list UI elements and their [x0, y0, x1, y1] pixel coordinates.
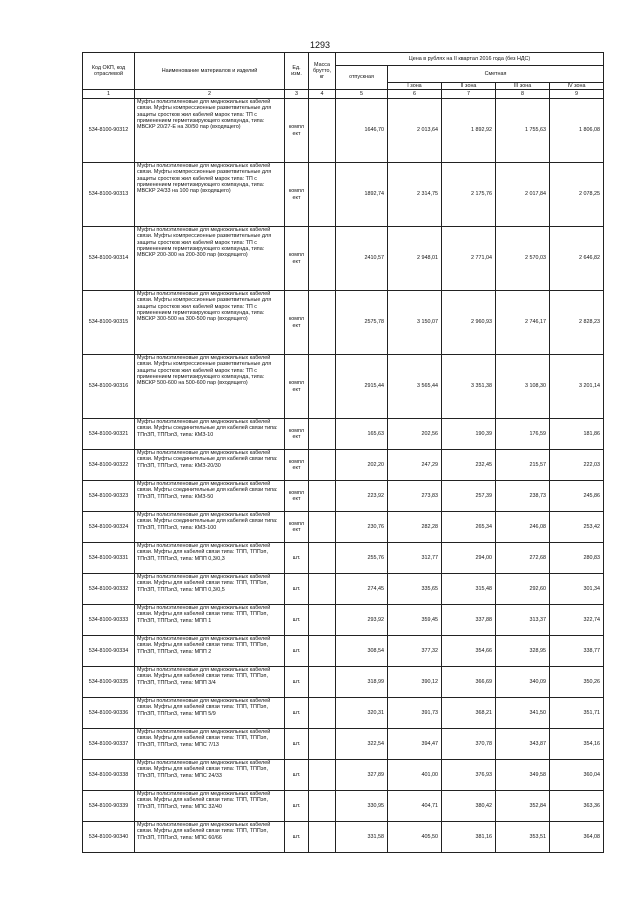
- column-number: 3: [285, 90, 309, 99]
- row-unit: компл ект: [285, 291, 309, 355]
- row-mass: [309, 419, 336, 450]
- row-mass: [309, 450, 336, 481]
- row-code: 534-8100-90321: [83, 419, 135, 450]
- row-mass: [309, 543, 336, 574]
- row-code: 534-8100-90340: [83, 822, 135, 853]
- row-zone-1: 391,73: [388, 698, 442, 729]
- row-price: 308,54: [336, 636, 388, 667]
- row-name: Муфты полиэтиленовые для медножильных кабелей связи. Муфты для кабелей связи типа: ТПП, ТППэп, ТПпЗП, ТППэпЗ, типа: МПП 1: [135, 605, 285, 636]
- row-zone-1: 404,71: [388, 791, 442, 822]
- row-unit: шт.: [285, 667, 309, 698]
- row-code: 534-8100-90322: [83, 450, 135, 481]
- column-number: 9: [550, 90, 604, 99]
- header-zone-3: III зона: [496, 82, 550, 89]
- row-name: Муфты полиэтиленовые для медножильных кабелей связи. Муфты для кабелей связи типа: ТПП, ТППэп, ТПпЗП, ТППэпЗ, типа: МПП 3/4: [135, 667, 285, 698]
- row-unit: шт.: [285, 698, 309, 729]
- row-unit: шт.: [285, 574, 309, 605]
- row-zone-3: 292,60: [496, 574, 550, 605]
- row-zone-1: 390,12: [388, 667, 442, 698]
- row-price: 202,20: [336, 450, 388, 481]
- row-mass: [309, 636, 336, 667]
- row-zone-4: 222,03: [550, 450, 604, 481]
- table-row: [83, 99, 604, 163]
- header-unit: Ед. изм.: [285, 53, 309, 90]
- row-price: 165,63: [336, 419, 388, 450]
- row-zone-2: 190,39: [442, 419, 496, 450]
- table-row: [83, 667, 604, 698]
- table-body: [83, 99, 604, 853]
- row-name: Муфты полиэтиленовые для медножильных кабелей связи. Муфты компрессионные разветвительные для защиты сростков жил кабелей марок типа: ТП с применением герметизирующего компаунда, типа: МВСКР 24/33 на 100 пар (входящего): [135, 163, 285, 227]
- row-code: 534-8100-90313: [83, 163, 135, 227]
- header-zone-2: II зона: [442, 82, 496, 89]
- row-zone-2: 2 771,04: [442, 227, 496, 291]
- row-zone-2: 381,16: [442, 822, 496, 853]
- row-unit: компл ект: [285, 99, 309, 163]
- row-zone-4: 2 828,23: [550, 291, 604, 355]
- row-zone-3: 343,87: [496, 729, 550, 760]
- row-unit: компл ект: [285, 481, 309, 512]
- row-zone-1: 202,56: [388, 419, 442, 450]
- row-name: Муфты полиэтиленовые для медножильных кабелей связи. Муфты для кабелей связи типа: ТПП, ТППэп, ТПпЗП, ТППэпЗ, типа: МПП 0,3/0,5: [135, 574, 285, 605]
- row-zone-2: 315,48: [442, 574, 496, 605]
- table-row: [83, 760, 604, 791]
- row-code: 534-8100-90336: [83, 698, 135, 729]
- header-name: Наименование материалов и изделий: [135, 53, 285, 90]
- row-unit: компл ект: [285, 227, 309, 291]
- page-number: 1293: [309, 40, 331, 50]
- row-price: 2575,78: [336, 291, 388, 355]
- row-zone-3: 2 017,84: [496, 163, 550, 227]
- row-zone-2: 368,21: [442, 698, 496, 729]
- row-price: 322,54: [336, 729, 388, 760]
- row-zone-1: 3 565,44: [388, 355, 442, 419]
- column-number: 4: [309, 90, 336, 99]
- table-row: [83, 729, 604, 760]
- row-zone-2: 1 892,92: [442, 99, 496, 163]
- row-price: 293,92: [336, 605, 388, 636]
- row-zone-3: 246,08: [496, 512, 550, 543]
- row-zone-1: 2 314,75: [388, 163, 442, 227]
- row-name: Муфты полиэтиленовые для медножильных кабелей связи. Муфты для кабелей связи типа: ТПП, ТППэп, ТПпЗП, ТППэпЗ, типа: МПП 2: [135, 636, 285, 667]
- row-unit: шт.: [285, 822, 309, 853]
- row-zone-4: 3 201,14: [550, 355, 604, 419]
- table-row: [83, 636, 604, 667]
- row-code: 534-8100-90331: [83, 543, 135, 574]
- row-zone-1: 312,77: [388, 543, 442, 574]
- row-code: 534-8100-90338: [83, 760, 135, 791]
- row-zone-2: 2 175,76: [442, 163, 496, 227]
- row-zone-3: 313,37: [496, 605, 550, 636]
- row-zone-2: 354,66: [442, 636, 496, 667]
- row-price: 223,92: [336, 481, 388, 512]
- row-zone-3: 328,95: [496, 636, 550, 667]
- column-number: 7: [442, 90, 496, 99]
- row-price: 2410,57: [336, 227, 388, 291]
- row-code: 534-8100-90312: [83, 99, 135, 163]
- table-row: [83, 698, 604, 729]
- table-row: [83, 227, 604, 291]
- row-price: 230,76: [336, 512, 388, 543]
- row-zone-1: 401,00: [388, 760, 442, 791]
- row-mass: [309, 355, 336, 419]
- row-zone-2: 2 960,93: [442, 291, 496, 355]
- row-name: Муфты полиэтиленовые для медножильных кабелей связи. Муфты соединительные для кабелей связи типа: ТПпЗП, ТППэпЗ, типа: КМЗ-50: [135, 481, 285, 512]
- row-zone-1: 377,32: [388, 636, 442, 667]
- row-zone-2: 366,69: [442, 667, 496, 698]
- row-code: 534-8100-90314: [83, 227, 135, 291]
- row-unit: шт.: [285, 729, 309, 760]
- row-mass: [309, 760, 336, 791]
- row-name: Муфты полиэтиленовые для медножильных кабелей связи. Муфты для кабелей связи типа: ТПП, ТППэп, ТПпЗП, ТППэпЗ, типа: МПС 32/40: [135, 791, 285, 822]
- row-unit: шт.: [285, 543, 309, 574]
- row-zone-2: 257,39: [442, 481, 496, 512]
- row-price: 327,89: [336, 760, 388, 791]
- row-name: Муфты полиэтиленовые для медножильных кабелей связи. Муфты для кабелей связи типа: ТПП, ТППэп, ТПпЗП, ТППэпЗ, типа: МПС 7/13: [135, 729, 285, 760]
- row-zone-1: 247,29: [388, 450, 442, 481]
- row-zone-1: 335,65: [388, 574, 442, 605]
- table-row: [83, 605, 604, 636]
- row-zone-1: 2 948,01: [388, 227, 442, 291]
- header-zone-1: I зона: [388, 82, 442, 89]
- row-code: 534-8100-90332: [83, 574, 135, 605]
- row-price: 320,31: [336, 698, 388, 729]
- row-unit: шт.: [285, 636, 309, 667]
- row-zone-4: 2 078,25: [550, 163, 604, 227]
- row-zone-4: 351,71: [550, 698, 604, 729]
- table-row: [83, 419, 604, 450]
- row-name: Муфты полиэтиленовые для медножильных кабелей связи. Муфты компрессионные разветвительные для защиты сростков жил кабелей марок типа: ТП с применением герметизирующего компаунда, типа: МВСКР 200-300 на 200-300 пар (входящего): [135, 227, 285, 291]
- row-zone-4: 253,42: [550, 512, 604, 543]
- row-code: 534-8100-90333: [83, 605, 135, 636]
- row-unit: компл ект: [285, 163, 309, 227]
- row-zone-4: 350,26: [550, 667, 604, 698]
- column-number: 8: [496, 90, 550, 99]
- row-name: Муфты полиэтиленовые для медножильных кабелей связи. Муфты соединительные для кабелей связи типа: ТПпЗП, ТППэпЗ, типа: КМЗ-100: [135, 512, 285, 543]
- row-zone-3: 238,73: [496, 481, 550, 512]
- header-code: Код ОКП, код отраслевой: [83, 53, 135, 90]
- row-price: 318,99: [336, 667, 388, 698]
- row-price: 274,45: [336, 574, 388, 605]
- price-table: [82, 52, 604, 853]
- row-code: 534-8100-90337: [83, 729, 135, 760]
- row-mass: [309, 729, 336, 760]
- row-zone-2: 294,00: [442, 543, 496, 574]
- row-code: 534-8100-90334: [83, 636, 135, 667]
- table-row: [83, 163, 604, 227]
- row-code: 534-8100-90323: [83, 481, 135, 512]
- row-zone-3: 349,58: [496, 760, 550, 791]
- row-code: 534-8100-90315: [83, 291, 135, 355]
- row-zone-3: 2 570,03: [496, 227, 550, 291]
- header-wholesale: отпускная: [336, 66, 388, 90]
- row-zone-2: 376,93: [442, 760, 496, 791]
- row-mass: [309, 574, 336, 605]
- header-estimate: Сметная: [388, 66, 604, 83]
- row-mass: [309, 512, 336, 543]
- row-mass: [309, 99, 336, 163]
- row-zone-2: 337,88: [442, 605, 496, 636]
- row-name: Муфты полиэтиленовые для медножильных кабелей связи. Муфты для кабелей связи типа: ТПП, ТППэп, ТПпЗП, ТППэпЗ, типа: МПС 24/33: [135, 760, 285, 791]
- row-zone-1: 394,47: [388, 729, 442, 760]
- row-zone-1: 359,45: [388, 605, 442, 636]
- row-mass: [309, 791, 336, 822]
- row-name: Муфты полиэтиленовые для медножильных кабелей связи. Муфты компрессионные разветвительные для защиты сростков жил кабелей марок типа: ТП с применением герметизирующего компаунда, типа: МВСКР 20/27-Е на 30/50 пар (входящего): [135, 99, 285, 163]
- row-zone-3: 3 108,30: [496, 355, 550, 419]
- row-price: 330,95: [336, 791, 388, 822]
- row-zone-1: 405,50: [388, 822, 442, 853]
- row-zone-2: 3 351,38: [442, 355, 496, 419]
- row-mass: [309, 481, 336, 512]
- row-zone-4: 2 646,82: [550, 227, 604, 291]
- row-unit: компл ект: [285, 450, 309, 481]
- row-zone-2: 232,45: [442, 450, 496, 481]
- row-zone-3: 2 746,17: [496, 291, 550, 355]
- row-zone-4: 301,34: [550, 574, 604, 605]
- table-row: [83, 574, 604, 605]
- table-row: [83, 450, 604, 481]
- table-row: [83, 512, 604, 543]
- row-price: 331,58: [336, 822, 388, 853]
- table-row: [83, 543, 604, 574]
- table-row: [83, 791, 604, 822]
- row-name: Муфты полиэтиленовые для медножильных кабелей связи. Муфты соединительные для кабелей связи типа: ТПпЗП, ТППэпЗ, типа: КМЗ-20/30: [135, 450, 285, 481]
- row-mass: [309, 698, 336, 729]
- row-mass: [309, 227, 336, 291]
- row-zone-4: 181,86: [550, 419, 604, 450]
- row-code: 534-8100-90316: [83, 355, 135, 419]
- row-unit: шт.: [285, 605, 309, 636]
- table-row: [83, 355, 604, 419]
- row-price: 2915,44: [336, 355, 388, 419]
- row-mass: [309, 822, 336, 853]
- row-unit: шт.: [285, 791, 309, 822]
- row-zone-1: 3 150,07: [388, 291, 442, 355]
- row-name: Муфты полиэтиленовые для медножильных кабелей связи. Муфты для кабелей связи типа: ТПП, ТППэп, ТПпЗП, ТППэпЗ, типа: МПП 5/9: [135, 698, 285, 729]
- row-code: 534-8100-90339: [83, 791, 135, 822]
- table-row: [83, 822, 604, 853]
- row-zone-3: 352,84: [496, 791, 550, 822]
- row-price: 255,76: [336, 543, 388, 574]
- column-number: 1: [83, 90, 135, 99]
- row-zone-4: 364,08: [550, 822, 604, 853]
- row-zone-2: 370,78: [442, 729, 496, 760]
- row-unit: компл ект: [285, 512, 309, 543]
- row-zone-4: 360,04: [550, 760, 604, 791]
- row-zone-4: 363,36: [550, 791, 604, 822]
- column-number: 5: [336, 90, 388, 99]
- row-zone-3: 1 755,63: [496, 99, 550, 163]
- row-code: 534-8100-90324: [83, 512, 135, 543]
- row-name: Муфты полиэтиленовые для медножильных кабелей связи. Муфты соединительные для кабелей связи типа: ТПпЗП, ТППэпЗ, типа: КМЗ-10: [135, 419, 285, 450]
- row-price: 1646,70: [336, 99, 388, 163]
- row-zone-3: 353,51: [496, 822, 550, 853]
- row-zone-4: 1 806,08: [550, 99, 604, 163]
- row-unit: компл ект: [285, 419, 309, 450]
- row-zone-4: 245,86: [550, 481, 604, 512]
- row-zone-3: 340,09: [496, 667, 550, 698]
- row-zone-3: 176,59: [496, 419, 550, 450]
- header-mass: Масса брутто, кг: [309, 53, 336, 90]
- row-zone-4: 280,83: [550, 543, 604, 574]
- row-name: Муфты полиэтиленовые для медножильных кабелей связи. Муфты компрессионные разветвительные для защиты сростков жил кабелей марок типа: ТП с применением герметизирующего компаунда, типа: МВСКР 500-600 на 500-600 пар (входящего): [135, 355, 285, 419]
- row-zone-3: 215,57: [496, 450, 550, 481]
- row-zone-4: 354,16: [550, 729, 604, 760]
- column-number: 6: [388, 90, 442, 99]
- row-zone-1: 2 013,64: [388, 99, 442, 163]
- row-name: Муфты полиэтиленовые для медножильных кабелей связи. Муфты для кабелей связи типа: ТПП, ТППэп, ТПпЗП, ТППэпЗ, типа: МПС 60/66: [135, 822, 285, 853]
- row-name: Муфты полиэтиленовые для медножильных кабелей связи. Муфты компрессионные разветвительные для защиты сростков жил кабелей марок типа: ТП с применением герметизирующего компаунда, типа: МВСКР 300-500 на 300-500 пар (входящего): [135, 291, 285, 355]
- header-price-group: Цена в рублях на II квартал 2016 года (без НДС): [336, 53, 604, 66]
- row-code: 534-8100-90335: [83, 667, 135, 698]
- row-zone-3: 272,68: [496, 543, 550, 574]
- row-zone-3: 341,50: [496, 698, 550, 729]
- row-mass: [309, 163, 336, 227]
- row-name: Муфты полиэтиленовые для медножильных кабелей связи. Муфты для кабелей связи типа: ТПП, ТППэп, ТПпЗП, ТППэпЗ, типа: МПП 0,3/0,3: [135, 543, 285, 574]
- row-unit: компл ект: [285, 355, 309, 419]
- header-zone-4: IV зона: [550, 82, 604, 89]
- row-zone-4: 322,74: [550, 605, 604, 636]
- row-zone-2: 265,34: [442, 512, 496, 543]
- row-price: 1892,74: [336, 163, 388, 227]
- row-mass: [309, 605, 336, 636]
- row-mass: [309, 667, 336, 698]
- column-number: 2: [135, 90, 285, 99]
- row-zone-2: 380,42: [442, 791, 496, 822]
- column-number-row: [83, 90, 604, 99]
- row-zone-4: 338,77: [550, 636, 604, 667]
- row-zone-1: 273,83: [388, 481, 442, 512]
- table-row: [83, 291, 604, 355]
- table-row: [83, 481, 604, 512]
- row-zone-1: 282,28: [388, 512, 442, 543]
- row-unit: шт.: [285, 760, 309, 791]
- row-mass: [309, 291, 336, 355]
